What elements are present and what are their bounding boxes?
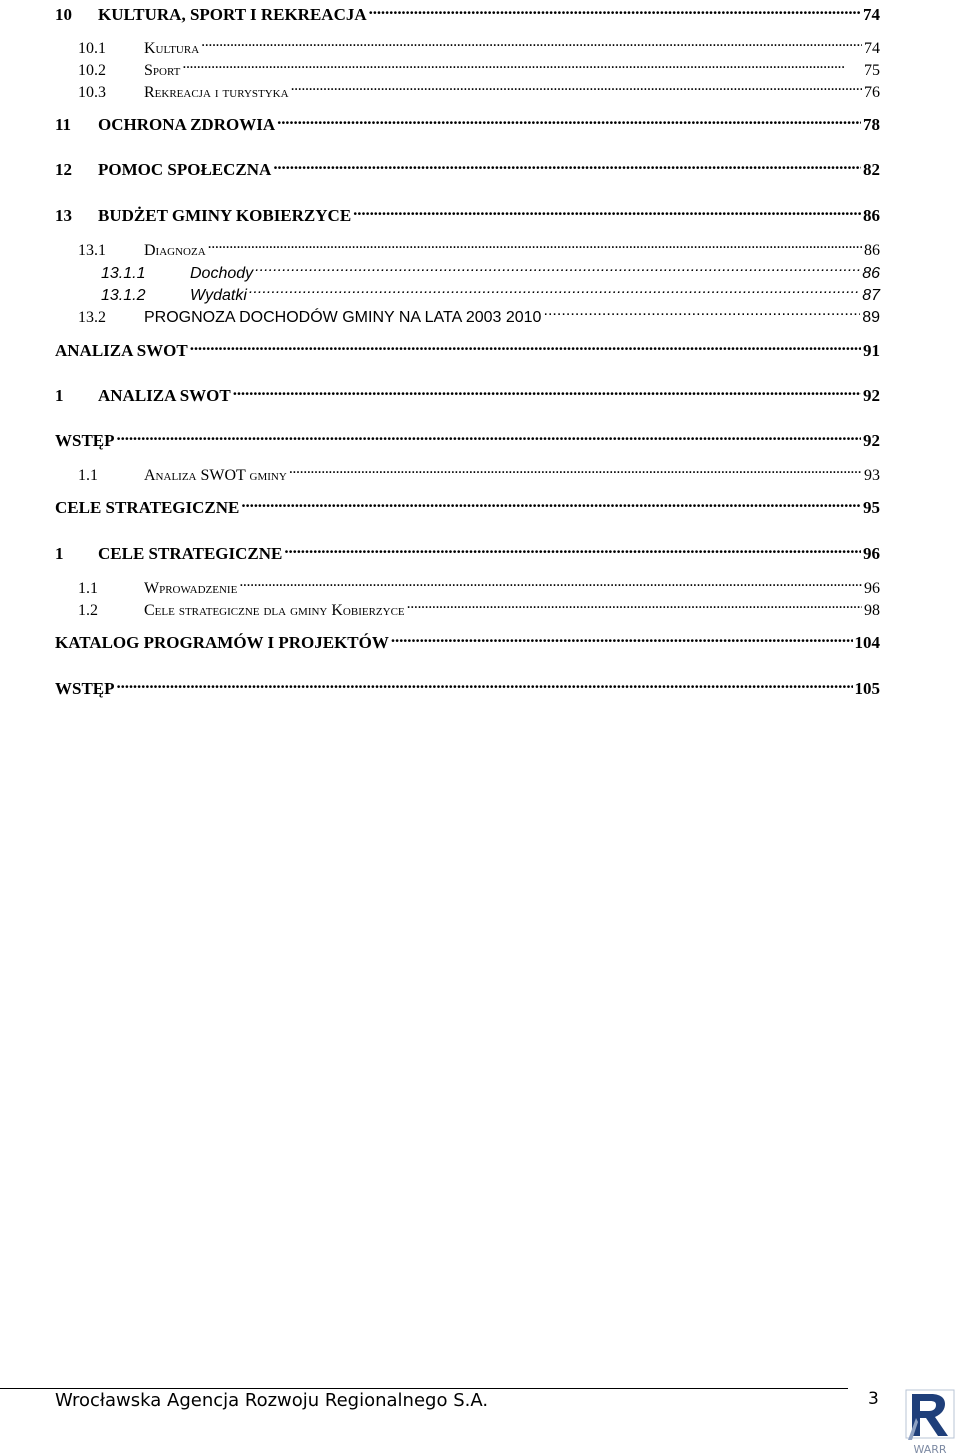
dot-leader <box>289 458 862 480</box>
dot-leader <box>190 334 861 356</box>
toc-entry-page: 74 <box>864 40 880 57</box>
toc-entry-page: 86 <box>864 242 880 259</box>
dot-leader <box>291 75 862 97</box>
dot-leader <box>117 672 853 694</box>
toc-entry-number: 13.1.2 <box>101 287 146 304</box>
footer-page-number: 3 <box>868 1389 879 1409</box>
toc-entry[interactable] <box>55 0 880 24</box>
toc-entry[interactable] <box>55 491 880 517</box>
toc-entry-number: 1 <box>55 386 64 405</box>
toc-entry[interactable] <box>78 53 880 79</box>
dot-leader <box>391 626 853 648</box>
toc-entry-page: 93 <box>864 467 880 484</box>
footer-organization: Wrocławska Agencja Rozwoju Regionalnego S.A. <box>55 1390 489 1411</box>
toc-entry-page: 104 <box>854 633 880 652</box>
toc-entry-title: PROGNOZA DOCHODÓW GMINY NA LATA 2003 2010 <box>144 309 542 326</box>
toc-entry[interactable] <box>55 153 880 179</box>
toc-entry-page: 75 <box>864 62 880 79</box>
dot-leader <box>249 278 860 300</box>
toc-entry-title: Diagnoza <box>144 242 206 259</box>
toc-entry-title: Dochody <box>190 265 254 282</box>
toc-entry[interactable] <box>55 108 880 134</box>
toc-entry-number: 13.1.1 <box>101 265 146 282</box>
toc-entry-title: Wydatki <box>190 287 247 304</box>
toc-entry-title: Rekreacja i turystyka <box>144 84 289 101</box>
toc-entry-title: BUDŻET GMINY KOBIERZYCE <box>98 206 352 225</box>
toc-entry-page: 74 <box>863 5 880 24</box>
toc-entry-number: 11 <box>55 115 72 134</box>
toc-entry[interactable] <box>78 233 880 259</box>
toc-entry-page: 87 <box>862 287 880 304</box>
dot-leader <box>353 199 861 221</box>
toc-entry-page: 105 <box>854 679 880 698</box>
toc-entry-number: 10.2 <box>78 62 106 79</box>
toc-entry-title: KULTURA, SPORT I REKREACJA <box>98 5 367 24</box>
dot-leader <box>201 31 862 53</box>
toc-entry[interactable] <box>55 334 880 360</box>
toc-entry[interactable] <box>78 75 880 101</box>
toc-entry-number: 10 <box>55 5 72 24</box>
toc-entry-page: 95 <box>863 498 880 517</box>
toc-entry-page: 92 <box>863 386 880 405</box>
toc-entry[interactable] <box>101 256 880 282</box>
toc-entry-title: Analiza SWOT gminy <box>144 467 287 484</box>
toc-entry-title: POMOC SPOŁECZNA <box>98 160 272 179</box>
toc-entry[interactable] <box>55 199 880 225</box>
dot-leader <box>239 571 862 593</box>
toc-entry[interactable] <box>78 31 880 57</box>
toc-entry[interactable] <box>78 593 880 619</box>
dot-leader <box>277 108 861 130</box>
toc-entry-number: 1.2 <box>78 602 98 619</box>
dot-leader <box>241 491 861 513</box>
logo-text: WARR <box>913 1443 947 1456</box>
toc-entry[interactable] <box>55 672 880 698</box>
toc-entry[interactable] <box>78 571 880 597</box>
dot-leader <box>182 53 862 75</box>
toc-entry[interactable] <box>55 537 880 563</box>
dot-leader <box>273 153 861 175</box>
toc-entry-title: WSTĘP <box>55 431 115 450</box>
dot-leader <box>543 300 860 322</box>
toc-entry-title: OCHRONA ZDROWIA <box>98 115 276 134</box>
toc-entry[interactable] <box>55 626 880 652</box>
toc-entry-title: CELE STRATEGICZNE <box>55 498 240 517</box>
toc-entry-page: 86 <box>863 206 880 225</box>
toc-entry-page: 82 <box>863 160 880 179</box>
toc-entry-title: Cele strategiczne dla gminy Kobierzyce <box>144 602 405 619</box>
toc-entry[interactable] <box>55 424 880 450</box>
toc-entry-number: 1.1 <box>78 580 98 597</box>
toc-entry-page: 98 <box>864 602 880 619</box>
toc-entry-title: Sport <box>144 62 181 79</box>
toc-entry[interactable] <box>78 300 880 326</box>
toc-entry-number: 12 <box>55 160 72 179</box>
toc-entry-title: Kultura <box>144 40 200 57</box>
toc-entry-number: 10.1 <box>78 40 106 57</box>
dot-leader <box>369 0 861 20</box>
toc-entry-title: ANALIZA SWOT <box>98 386 231 405</box>
toc-entry-page: 76 <box>864 84 880 101</box>
toc-entry-number: 10.3 <box>78 84 106 101</box>
toc-entry-page: 91 <box>863 341 880 360</box>
toc-entry-page: 89 <box>862 309 880 326</box>
toc-entry-number: 1 <box>55 544 64 563</box>
toc-entry-title: ANALIZA SWOT <box>55 341 188 360</box>
toc-entry-title: CELE STRATEGICZNE <box>98 544 283 563</box>
toc-entry[interactable] <box>78 458 880 484</box>
toc-entry-page: 92 <box>863 431 880 450</box>
toc-entry-page: 96 <box>864 580 880 597</box>
toc-entry-page: 78 <box>863 115 880 134</box>
toc-entry-title: Wprowadzenie <box>144 580 238 597</box>
toc-entry-number: 1.1 <box>78 467 98 484</box>
toc-entry-number: 13 <box>55 206 72 225</box>
warr-logo <box>902 1388 958 1456</box>
toc-entry-page: 86 <box>862 265 880 282</box>
toc-entry-title: KATALOG PROGRAMÓW I PROJEKTÓW <box>55 633 389 652</box>
toc-entry[interactable] <box>101 278 880 304</box>
dot-leader <box>208 233 862 255</box>
dot-leader <box>407 593 862 615</box>
toc-entry-number: 13.2 <box>78 309 106 326</box>
dot-leader <box>117 424 861 446</box>
dot-leader <box>255 256 860 278</box>
footer-divider <box>0 1388 848 1389</box>
toc-entry-page: 96 <box>863 544 880 563</box>
toc-entry-title: WSTĘP <box>55 679 115 698</box>
toc-entry[interactable] <box>55 379 880 405</box>
dot-leader <box>233 379 861 401</box>
dot-leader <box>284 537 861 559</box>
toc-entry-number: 13.1 <box>78 242 106 259</box>
